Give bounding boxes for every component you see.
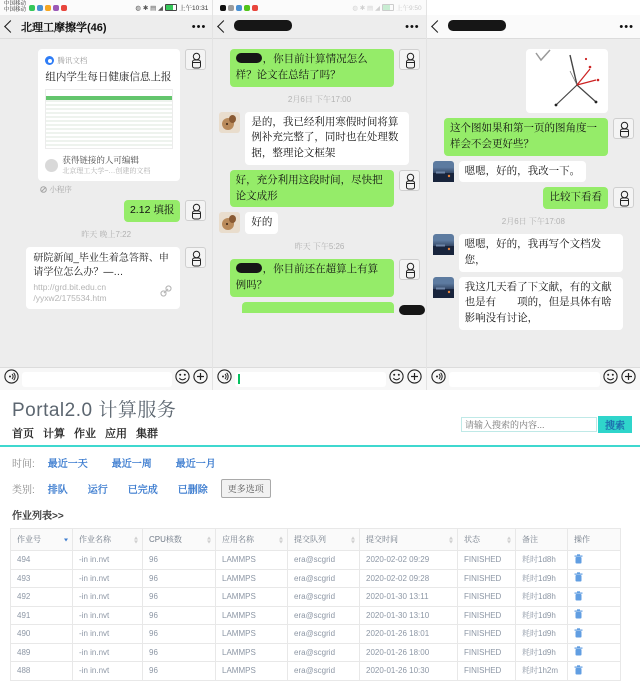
cell-3: LAMMPS bbox=[216, 569, 288, 588]
app-notification-icon bbox=[228, 5, 234, 11]
message-row bbox=[6, 247, 206, 309]
sort-down-caret bbox=[134, 540, 138, 543]
sort-icon[interactable] bbox=[134, 536, 138, 543]
column-header-0[interactable]: 作业号 bbox=[11, 529, 73, 551]
penguin-doodle bbox=[400, 50, 421, 71]
mini-program-tag: 小程序 bbox=[40, 184, 180, 195]
cell-3: LAMMPS bbox=[216, 643, 288, 662]
cell-actions bbox=[568, 606, 621, 625]
cell-2: 96 bbox=[143, 662, 216, 681]
sort-icon[interactable] bbox=[449, 536, 453, 543]
timestamp: 2月6日 下午17:00 bbox=[287, 94, 352, 104]
cell-2: 96 bbox=[143, 643, 216, 662]
sort-down-caret bbox=[279, 540, 283, 543]
penguin-doodle bbox=[186, 248, 207, 269]
cell-6: FINISHED bbox=[458, 606, 516, 625]
emoji-button[interactable] bbox=[175, 369, 190, 389]
message-list bbox=[213, 39, 425, 367]
cell-5: 2020-01-30 13:11 bbox=[360, 588, 458, 607]
column-header-1[interactable]: 作业名称 bbox=[73, 529, 143, 551]
redaction-blob bbox=[448, 20, 506, 31]
more-options-button[interactable]: 更多选项 bbox=[221, 479, 271, 498]
battery-icon bbox=[165, 4, 177, 11]
emoji-icon bbox=[603, 369, 618, 384]
cell-actions bbox=[568, 625, 621, 644]
cell-4: era@scgrid bbox=[288, 551, 360, 570]
trash-icon bbox=[574, 628, 583, 638]
sort-up-caret bbox=[134, 536, 138, 539]
sort-up-caret bbox=[449, 536, 453, 539]
cell-1: -in in.nvt bbox=[73, 625, 143, 644]
redaction-blob bbox=[399, 305, 425, 315]
table-row bbox=[11, 588, 621, 607]
column-header-5[interactable]: 提交时间 bbox=[360, 529, 458, 551]
cell-7: 耗时1d9h bbox=[516, 606, 568, 625]
notification-app-icons bbox=[29, 5, 67, 11]
message-row bbox=[219, 112, 419, 165]
cell-0: 490 bbox=[11, 625, 73, 644]
voice-button[interactable] bbox=[4, 369, 19, 389]
tencent-docs-icon bbox=[45, 56, 54, 65]
chat-input-bar bbox=[427, 367, 640, 390]
message-list bbox=[0, 39, 212, 367]
doc-permission-text: 获得链接的人可编辑 bbox=[62, 155, 139, 166]
signal-icons: ◍ ✱ ▤ ◢ bbox=[135, 4, 164, 12]
nav-item-4[interactable]: 集群 bbox=[136, 428, 158, 440]
link-card-url: http://grd.bit.edu.cn /yyxw2/175534.htm bbox=[33, 281, 107, 303]
message-row bbox=[433, 118, 634, 156]
cell-4: era@scgrid bbox=[288, 606, 360, 625]
redaction-blob bbox=[234, 20, 292, 31]
penguin-doodle bbox=[186, 201, 207, 222]
status-bar bbox=[0, 0, 212, 15]
cell-0: 492 bbox=[11, 588, 73, 607]
cell-7: 耗时1d9h bbox=[516, 569, 568, 588]
delete-job-button[interactable] bbox=[574, 575, 583, 584]
chat-title-redacted bbox=[234, 20, 405, 34]
cell-1: -in in.nvt bbox=[73, 643, 143, 662]
chat-header bbox=[427, 15, 640, 39]
doc-card-footer-text bbox=[62, 155, 150, 176]
plus-icon bbox=[407, 369, 422, 384]
penguin-doodle bbox=[614, 119, 635, 140]
sort-icon[interactable] bbox=[507, 536, 511, 543]
time-filter-option-2[interactable]: 最近一月 bbox=[175, 459, 216, 470]
back-icon[interactable] bbox=[217, 20, 230, 33]
message-bubble: 我这几天看了下文献，有的文献也是有 项的，但是具体有啥影响没有讨论， bbox=[459, 277, 623, 330]
trash-icon bbox=[574, 572, 583, 582]
time-filter-row bbox=[12, 455, 640, 470]
message-row bbox=[433, 234, 634, 272]
doc-owner-avatar bbox=[45, 159, 58, 172]
app-notification-icon bbox=[53, 5, 59, 11]
message-bubble: 好，充分利用这段时间，尽快把论文成形 bbox=[230, 170, 394, 208]
doc-card-title: 组内学生每日健康信息上报 bbox=[45, 71, 172, 83]
column-header-7[interactable]: 备注 bbox=[516, 529, 568, 551]
category-filter-option-2[interactable]: 已完成 bbox=[127, 485, 158, 496]
cell-6: FINISHED bbox=[458, 551, 516, 570]
cell-7: 耗时1d9h bbox=[516, 625, 568, 644]
cell-4: era@scgrid bbox=[288, 625, 360, 644]
nav-item-3[interactable]: 应用 bbox=[105, 428, 127, 440]
chat-window-group bbox=[0, 0, 213, 390]
cell-7: 耗时1d9h bbox=[516, 643, 568, 662]
table-row bbox=[11, 643, 621, 662]
table-row bbox=[11, 606, 621, 625]
notification-app-icons bbox=[220, 5, 258, 11]
message-row bbox=[219, 49, 419, 87]
harbor-photo-avatar[interactable] bbox=[433, 234, 454, 255]
time-filter-option-1[interactable]: 最近一周 bbox=[111, 459, 152, 470]
dog-photo-avatar[interactable] bbox=[219, 212, 240, 233]
nav-item-0[interactable]: 首页 bbox=[12, 428, 34, 440]
mini-program-icon bbox=[40, 186, 47, 193]
category-filter-option-1[interactable]: 运行 bbox=[87, 485, 108, 496]
cell-1: -in in.nvt bbox=[73, 588, 143, 607]
more-menu-icon[interactable]: ••• bbox=[619, 20, 634, 33]
penguin-doodle-avatar[interactable] bbox=[185, 247, 206, 268]
cell-actions bbox=[568, 569, 621, 588]
plus-icon bbox=[621, 369, 636, 384]
cell-4: era@scgrid bbox=[288, 643, 360, 662]
cell-2: 96 bbox=[143, 551, 216, 570]
penguin-doodle-avatar[interactable] bbox=[185, 49, 206, 70]
cell-0: 489 bbox=[11, 643, 73, 662]
app-notification-icon bbox=[37, 5, 43, 11]
cell-1: -in in.nvt bbox=[73, 606, 143, 625]
carrier-label: 中国移动 中国移动 bbox=[4, 1, 27, 13]
cell-0: 488 bbox=[11, 662, 73, 681]
table-row bbox=[11, 625, 621, 644]
emoji-button[interactable] bbox=[389, 369, 404, 389]
cell-6: FINISHED bbox=[458, 643, 516, 662]
cell-4: era@scgrid bbox=[288, 569, 360, 588]
chat-window-advisee2 bbox=[427, 0, 640, 390]
penguin-doodle bbox=[614, 188, 635, 209]
cell-6: FINISHED bbox=[458, 588, 516, 607]
cell-1: -in in.nvt bbox=[73, 551, 143, 570]
cell-3: LAMMPS bbox=[216, 588, 288, 607]
cell-0: 491 bbox=[11, 606, 73, 625]
cell-actions bbox=[568, 551, 621, 570]
nav-item-2[interactable]: 作业 bbox=[74, 428, 96, 440]
category-filter-option-0[interactable]: 排队 bbox=[47, 485, 68, 496]
app-notification-icon bbox=[45, 5, 51, 11]
message-bubble: 好的 bbox=[245, 212, 278, 234]
cell-actions bbox=[568, 588, 621, 607]
dog-photo-avatar[interactable] bbox=[219, 112, 240, 133]
sort-up-caret bbox=[351, 536, 355, 539]
delete-job-button[interactable] bbox=[574, 668, 583, 677]
doc-source-text: 北京理工大学~…创建的文档 bbox=[62, 167, 151, 175]
cell-3: LAMMPS bbox=[216, 551, 288, 570]
sort-down-caret bbox=[449, 540, 453, 543]
harbor-photo bbox=[433, 277, 454, 298]
message-row bbox=[219, 212, 419, 234]
trash-icon bbox=[574, 665, 583, 675]
text-caret bbox=[238, 374, 240, 384]
chat-title: 北理工摩擦学(46) bbox=[21, 21, 107, 34]
category-filter-option-3[interactable]: 已删除 bbox=[177, 485, 208, 496]
delete-job-button[interactable] bbox=[574, 557, 583, 566]
cell-0: 493 bbox=[11, 569, 73, 588]
column-header-3[interactable]: 应用名称 bbox=[216, 529, 288, 551]
message-bubble-cutoff bbox=[242, 302, 394, 313]
cell-2: 96 bbox=[143, 569, 216, 588]
tencent-doc-card[interactable] bbox=[38, 49, 180, 181]
back-icon[interactable] bbox=[4, 20, 17, 33]
app-notification-icon bbox=[61, 5, 67, 11]
harbor-photo bbox=[433, 234, 454, 255]
link-card-title: 研院新闻_毕业生着急答辩、申请学位怎么办？—… bbox=[33, 252, 169, 278]
cell-7: 耗时1d8h bbox=[516, 551, 568, 570]
sort-up-caret bbox=[207, 536, 211, 539]
trash-icon bbox=[574, 609, 583, 619]
app-notification-icon bbox=[244, 5, 250, 11]
penguin-doodle-avatar[interactable] bbox=[399, 170, 420, 191]
app-notification-icon bbox=[252, 5, 258, 11]
cell-4: era@scgrid bbox=[288, 662, 360, 681]
penguin-doodle-avatar[interactable] bbox=[399, 259, 420, 280]
chat-window-advisee1 bbox=[213, 0, 426, 390]
message-row bbox=[219, 259, 419, 297]
redaction-blob bbox=[236, 53, 262, 63]
timestamp: 2月6日 下午17:08 bbox=[501, 217, 565, 226]
voice-icon bbox=[217, 369, 232, 384]
portal-title: Portal2.0 计算服务 bbox=[12, 400, 177, 421]
delete-job-button[interactable] bbox=[574, 612, 583, 621]
attach-button[interactable] bbox=[407, 369, 422, 389]
nav-divider bbox=[0, 445, 640, 447]
harbor-photo-avatar[interactable] bbox=[433, 277, 454, 298]
more-menu-icon[interactable]: ••• bbox=[191, 20, 207, 33]
penguin-doodle bbox=[186, 50, 207, 71]
back-icon[interactable] bbox=[431, 20, 444, 33]
time-filter-option-0[interactable]: 最近一天 bbox=[47, 459, 88, 470]
sort-up-caret bbox=[279, 536, 283, 539]
trash-icon bbox=[574, 554, 583, 564]
dog-photo bbox=[219, 112, 240, 133]
cell-5: 2020-01-26 18:00 bbox=[360, 643, 458, 662]
chat-input-bar bbox=[213, 367, 425, 390]
category-filter-label: 类别: bbox=[12, 485, 35, 496]
job-list-label: 作业列表>> bbox=[12, 511, 64, 522]
message-input[interactable] bbox=[449, 372, 600, 387]
doc-share-message bbox=[38, 49, 180, 195]
penguin-doodle bbox=[400, 171, 421, 192]
plus-icon bbox=[193, 369, 208, 384]
cell-4: era@scgrid bbox=[288, 588, 360, 607]
cell-3: LAMMPS bbox=[216, 606, 288, 625]
signal-icons: ◍ ✱ ▤ ◢ bbox=[352, 4, 380, 12]
message-bubble: 比较下看看 bbox=[543, 187, 608, 209]
message-row bbox=[433, 277, 634, 330]
sort-down-caret bbox=[207, 540, 211, 543]
status-bar bbox=[427, 0, 640, 15]
time-filter-label: 时间: bbox=[12, 459, 35, 470]
sort-icon[interactable] bbox=[64, 538, 68, 541]
table-row bbox=[11, 662, 621, 681]
nav-item-1[interactable]: 计算 bbox=[43, 428, 65, 440]
message-bubble: 嗯嗯，好的，我改一下。 bbox=[459, 161, 587, 183]
cell-6: FINISHED bbox=[458, 625, 516, 644]
sort-up-caret bbox=[507, 536, 511, 539]
message-row bbox=[6, 200, 206, 222]
attach-button[interactable] bbox=[621, 369, 636, 389]
cell-0: 494 bbox=[11, 551, 73, 570]
message-row bbox=[433, 187, 634, 209]
hpc-portal bbox=[0, 390, 640, 676]
app-notification-icon bbox=[236, 5, 242, 11]
battery-icon bbox=[382, 4, 394, 11]
penguin-doodle bbox=[400, 260, 421, 281]
cell-actions bbox=[568, 643, 621, 662]
status-time: 上午9:50 bbox=[396, 5, 422, 12]
message-bubble: 这个图如果和第一页的图角度一样会不会更好些？ bbox=[444, 118, 608, 156]
sort-icon[interactable] bbox=[207, 536, 211, 543]
delete-job-button[interactable] bbox=[574, 631, 583, 640]
cell-7: 耗时1d8h bbox=[516, 588, 568, 607]
penguin-doodle-avatar[interactable] bbox=[613, 118, 634, 139]
cell-3: LAMMPS bbox=[216, 625, 288, 644]
cell-actions bbox=[568, 662, 621, 681]
doc-card-app-name: 腾讯文档 bbox=[57, 56, 88, 65]
trash-icon bbox=[574, 591, 583, 601]
sort-desc-caret bbox=[64, 538, 68, 541]
emoji-button[interactable] bbox=[603, 369, 618, 389]
sort-icon[interactable] bbox=[279, 536, 283, 543]
status-bar bbox=[213, 0, 425, 15]
chain-glyph bbox=[160, 285, 172, 297]
portal-search bbox=[461, 416, 632, 433]
column-header-2[interactable]: CPU核数 bbox=[143, 529, 216, 551]
message-bubble: ，你目前计算情况怎么样？论文在总结了吗？ bbox=[230, 49, 394, 87]
message-row bbox=[219, 302, 419, 323]
more-menu-icon[interactable]: ••• bbox=[405, 20, 420, 33]
dog-photo bbox=[219, 212, 240, 233]
emoji-icon bbox=[389, 369, 404, 384]
message-row bbox=[6, 49, 206, 195]
message-row bbox=[219, 170, 419, 208]
cell-2: 96 bbox=[143, 606, 216, 625]
redacted-avatar[interactable] bbox=[399, 302, 420, 323]
message-row bbox=[433, 49, 634, 113]
timestamp: 昨天 晚上7:22 bbox=[81, 229, 132, 239]
app-notification-icon bbox=[29, 5, 35, 11]
cell-2: 96 bbox=[143, 625, 216, 644]
cell-3: LAMMPS bbox=[216, 662, 288, 681]
column-header-8[interactable]: 操作 bbox=[568, 529, 621, 551]
message-bubble: 是的，我已经利用寒假时间将算例补充完整了，同时也在处理数据，整理论文框架 bbox=[245, 112, 409, 165]
column-header-6[interactable]: 状态 bbox=[458, 529, 516, 551]
cell-1: -in in.nvt bbox=[73, 569, 143, 588]
cell-5: 2020-02-02 09:29 bbox=[360, 551, 458, 570]
emoji-icon bbox=[175, 369, 190, 384]
trash-icon bbox=[574, 646, 583, 656]
voice-button[interactable] bbox=[217, 369, 232, 389]
harbor-photo bbox=[433, 161, 454, 182]
table-row bbox=[11, 569, 621, 588]
voice-icon bbox=[431, 369, 446, 384]
cell-6: FINISHED bbox=[458, 662, 516, 681]
chat-title-redacted bbox=[448, 20, 620, 34]
voice-icon bbox=[4, 369, 19, 384]
message-bubble: ，你目前还在超算上有算例吗？ bbox=[230, 259, 394, 297]
chat-input-bar bbox=[0, 367, 212, 390]
cell-5: 2020-01-26 18:01 bbox=[360, 625, 458, 644]
chat-header bbox=[213, 15, 425, 39]
attach-button[interactable] bbox=[193, 369, 208, 389]
harbor-photo-avatar[interactable] bbox=[433, 161, 454, 182]
cell-1: -in in.nvt bbox=[73, 662, 143, 681]
chat-header bbox=[0, 15, 212, 39]
search-button[interactable]: 搜索 bbox=[598, 416, 632, 433]
cell-5: 2020-01-26 10:30 bbox=[360, 662, 458, 681]
message-bubble: 2.12 填报 bbox=[124, 200, 180, 222]
cell-5: 2020-02-02 09:28 bbox=[360, 569, 458, 588]
message-bubble: 嗯嗯，好的，我再写个文档发您， bbox=[459, 234, 623, 272]
app-notification-icon bbox=[220, 5, 226, 11]
delete-job-button[interactable] bbox=[574, 594, 583, 603]
cell-6: FINISHED bbox=[458, 569, 516, 588]
sort-down-caret bbox=[351, 540, 355, 543]
penguin-doodle-avatar[interactable] bbox=[185, 200, 206, 221]
message-list bbox=[427, 39, 640, 367]
table-row bbox=[11, 551, 621, 570]
redaction-blob bbox=[236, 263, 262, 273]
status-time: 上午10:31 bbox=[179, 5, 209, 12]
penguin-doodle-avatar[interactable] bbox=[613, 187, 634, 208]
job-table bbox=[10, 528, 621, 681]
cell-5: 2020-01-30 13:10 bbox=[360, 606, 458, 625]
vector-diagram bbox=[526, 49, 608, 113]
delete-job-button[interactable] bbox=[574, 649, 583, 658]
news-link-card[interactable] bbox=[26, 247, 180, 309]
doc-card-footer bbox=[45, 155, 173, 176]
voice-button[interactable] bbox=[431, 369, 446, 389]
timestamp: 昨天 下午5:26 bbox=[294, 242, 345, 251]
figure-image-message[interactable] bbox=[526, 49, 608, 113]
search-input[interactable] bbox=[461, 417, 597, 432]
message-row bbox=[433, 161, 634, 183]
penguin-doodle-avatar[interactable] bbox=[399, 49, 420, 70]
doc-table-preview-image bbox=[45, 89, 173, 149]
link-chain-icon bbox=[160, 284, 172, 302]
message-input[interactable] bbox=[22, 372, 172, 387]
message-input[interactable] bbox=[235, 372, 385, 387]
category-filter-row bbox=[12, 479, 640, 498]
sort-down-caret bbox=[507, 540, 511, 543]
doc-card-app-row bbox=[45, 55, 173, 66]
cell-2: 96 bbox=[143, 588, 216, 607]
cell-7: 耗时1h2m bbox=[516, 662, 568, 681]
sort-icon[interactable] bbox=[351, 536, 355, 543]
column-header-4[interactable]: 提交队列 bbox=[288, 529, 360, 551]
